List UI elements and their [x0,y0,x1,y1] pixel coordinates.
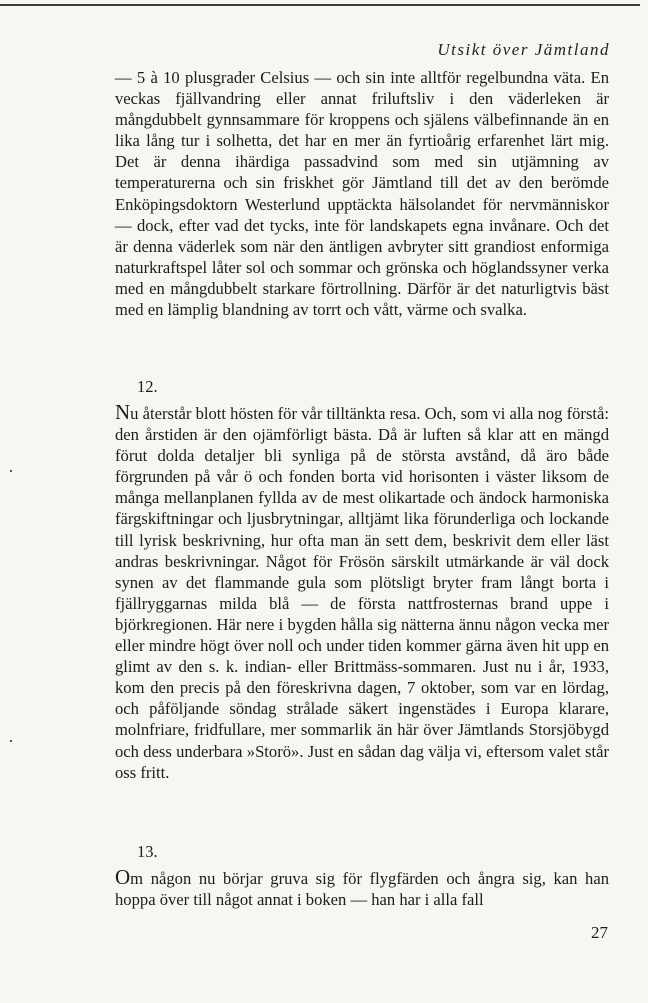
page-number: 27 [591,923,608,942]
paragraph-continued: — 5 à 10 plusgrader Celsius — och sin inte alltför regelbundna väta. En veckas fjällvandring eller annat friluftsliv i den väderleken är mångdubbelt gynnsammare för kroppens och själens välbefinnande än en lika lång tur i solhetta, det har en mer än fyrtioårig erfarenhet lärt mig. Det är denna ihärdiga passadvind som med sin utjämning av temperaturerna och sin friskhet gör Jämtland till det av den berömde Enköpingsdoktorn Westerlund upptäckta hälsolandet för nervmänniskor — dock, efter vad det tycks, inte för landskapets egna invånare. Och det är denna väderlek som när den äntligen avbryter sitt grandiost enformiga naturkraftspel låter sol och sommar och grönska och höglandssyner verka med en mångdubbelt starkare förtrollning. Därför är det naturligtvis bäst med en lämplig blandning av torrt och vått, värme och svalka. [115,68,609,320]
section-number-13: 13. [137,842,158,861]
top-rule [0,4,640,6]
running-head: Utsikt över Jämtland [437,40,610,59]
section-number-12: 12. [137,377,158,396]
margin-speck [10,470,12,472]
paragraph-section-12: Nu återstår blott hösten för vår tilltänkta resa. Och, som vi alla nog förstå: den årstiden är den ojämförligt bästa. Då är luften så klar att en mängd förut dolda detaljer bli synliga på de största avstånd, då äro både förgrunden på vår ö och fonden borta vid horisonten i väster liksom de många mellanplanen fyllda av de mest olikartade och ändock harmoniska färgskiftningar och ljusbrytningar, alltjämt lika förunderliga och lockande till lyrisk beskrivning, hur ofta man än sett dem, beskrivit dem eller läst andras beskrivningar. Något för Frösön särskilt utmärkande är väl dock synen av det flammande gula som plötsligt bryter fram långt borta i fjällryggarnas milda blå — de första nattfrosternas brand uppe i björkregionen. Här nere i bygden hålla sig nätterna ännu någon vecka mer eller mindre högt över noll och under tiden kommer gärna även hit upp en glimt av den s. k. indian- eller Brittmäss-sommaren. Just nu i år, 1933, kom den precis på den föreskrivna dagen, 7 oktober, som var en lördag, och påföljande söndag strålade säkert ingenstädes i Europa klarare, molnfriare, fridfullare, mer sommarlik än här över Jämtlands Storsjöbygd och dess underbara »Storö». Just en sådan dag välja vi, eftersom valet står oss fritt. [115,400,609,782]
paragraph-section-13: Om någon nu börjar gruva sig för flygfärden och ångra sig, kan han hoppa över till något annat i boken — han har i alla fall [115,865,609,910]
margin-speck [10,740,12,742]
